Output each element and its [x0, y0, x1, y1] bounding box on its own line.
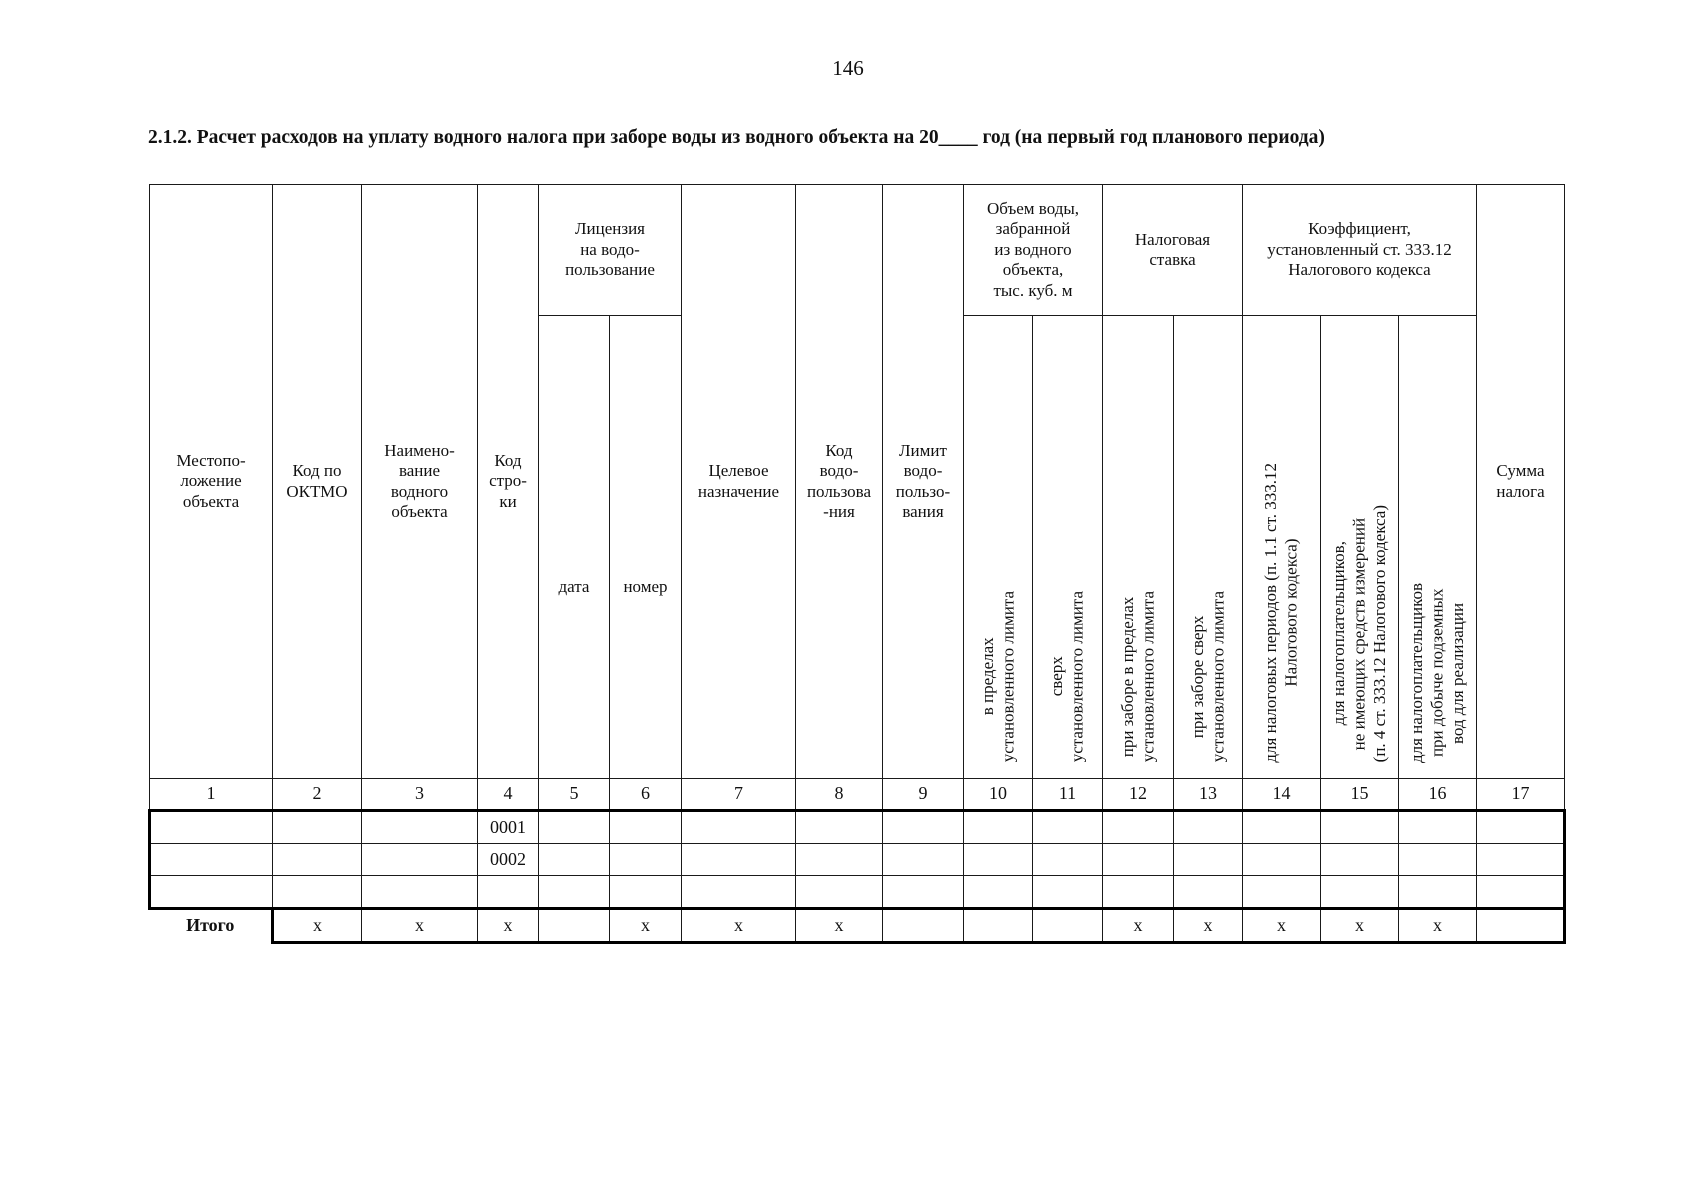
header-use-limit: Лимит водо- пользо- вания [883, 185, 964, 779]
total-cell: x [362, 909, 478, 943]
column-number: 11 [1033, 779, 1103, 811]
header-coef-tax-periods: для налоговых периодов (п. 1.1 ст. 333.12 Налогового кодекса) [1243, 316, 1321, 779]
data-cell[interactable] [883, 876, 964, 909]
header-rate-within-limit: при заборе в пределах установленного лимита [1103, 316, 1174, 779]
data-cell[interactable] [1174, 876, 1243, 909]
data-cell[interactable] [883, 811, 964, 844]
data-cell[interactable] [273, 811, 362, 844]
total-cell: x [1103, 909, 1174, 943]
header-coefficient-group: Коэффициент, установленный ст. 333.12 Налогового кодекса [1243, 185, 1477, 316]
header-rate-group: Налоговая ставка [1103, 185, 1243, 316]
column-number: 9 [883, 779, 964, 811]
total-cell[interactable] [1033, 909, 1103, 943]
data-cell[interactable] [150, 811, 273, 844]
total-cell: x [796, 909, 883, 943]
column-number: 14 [1243, 779, 1321, 811]
header-volume-over-limit: сверх установленного лимита [1033, 316, 1103, 779]
data-cell[interactable] [1243, 844, 1321, 876]
total-label: Итого [186, 915, 235, 936]
column-number: 15 [1321, 779, 1399, 811]
data-cell[interactable] [964, 811, 1033, 844]
header-row-code: Код стро- ки [478, 185, 539, 779]
data-cell[interactable] [682, 811, 796, 844]
data-cell[interactable] [1399, 876, 1477, 909]
header-license-date: дата [539, 316, 610, 779]
total-row [150, 909, 1565, 943]
header-use-code: Код водо- пользова -ния [796, 185, 883, 779]
table-row [150, 876, 1565, 909]
data-cell[interactable] [1243, 876, 1321, 909]
column-number: 5 [539, 779, 610, 811]
total-cell: x [478, 909, 539, 943]
header-coef-no-meters: для налогоплательщиков, не имеющих средств измерений (п. 4 ст. 333.12 Налогового кодекса) [1321, 316, 1399, 779]
data-cell[interactable] [1321, 876, 1399, 909]
data-cell[interactable] [964, 844, 1033, 876]
column-number: 2 [273, 779, 362, 811]
data-cell[interactable] [1477, 811, 1565, 844]
row-code-cell: 0002 [478, 844, 539, 876]
header-oktmo: Код по ОКТМО [273, 185, 362, 779]
header-purpose: Целевое назначение [682, 185, 796, 779]
row-code-cell: 0001 [478, 811, 539, 844]
tax-calculation-table [148, 184, 1566, 944]
data-cell[interactable] [1174, 844, 1243, 876]
total-cell: x [273, 909, 362, 943]
data-cell[interactable] [273, 844, 362, 876]
header-tax-amount: Сумма налога [1477, 185, 1565, 779]
data-cell[interactable] [1033, 876, 1103, 909]
data-cell[interactable] [1033, 811, 1103, 844]
total-cell[interactable] [539, 909, 610, 943]
column-number: 1 [150, 779, 273, 811]
header-volume-within-limit: в пределах установленного лимита [964, 316, 1033, 779]
document-title: 2.1.2. Расчет расходов на уплату водного налога при заборе воды из водного объекта на 20____ год (на первый год планового периода) [148, 127, 1325, 148]
column-number: 4 [478, 779, 539, 811]
column-number: 6 [610, 779, 682, 811]
data-cell[interactable] [362, 876, 478, 909]
data-cell[interactable] [1103, 811, 1174, 844]
header-water-body-name: Наимено- вание водного объекта [362, 185, 478, 779]
column-number: 17 [1477, 779, 1565, 811]
header-volume-group: Объем воды, забранной из водного объекта, тыс. куб. м [964, 185, 1103, 316]
header-rate-over-limit: при заборе сверх установленного лимита [1174, 316, 1243, 779]
data-cell[interactable] [273, 876, 362, 909]
data-cell[interactable] [682, 876, 796, 909]
data-cell[interactable] [539, 876, 610, 909]
data-cell[interactable] [150, 844, 273, 876]
data-cell[interactable] [539, 811, 610, 844]
data-cell[interactable] [1399, 844, 1477, 876]
data-cell[interactable] [682, 844, 796, 876]
data-cell[interactable] [1477, 844, 1565, 876]
data-cell[interactable] [796, 844, 883, 876]
header-license-number: номер [610, 316, 682, 779]
page-number: 146 [832, 56, 864, 80]
data-cell[interactable] [1321, 844, 1399, 876]
data-cell[interactable] [1243, 811, 1321, 844]
total-cell: x [610, 909, 682, 943]
header-license-group: Лицензия на водо- пользование [539, 185, 682, 316]
data-cell[interactable] [796, 876, 883, 909]
column-number: 12 [1103, 779, 1174, 811]
total-cell: x [682, 909, 796, 943]
data-cell[interactable] [610, 844, 682, 876]
row-code-cell [478, 876, 539, 909]
data-cell[interactable] [1174, 811, 1243, 844]
data-cell[interactable] [1477, 876, 1565, 909]
data-cell[interactable] [964, 876, 1033, 909]
data-cell[interactable] [1321, 811, 1399, 844]
total-cell[interactable] [964, 909, 1033, 943]
data-cell[interactable] [150, 876, 273, 909]
data-cell[interactable] [1103, 876, 1174, 909]
header-location: Местопо- ложение объекта [150, 185, 273, 779]
total-cell[interactable] [883, 909, 964, 943]
column-number-row [150, 779, 1565, 811]
table-row [150, 811, 1565, 844]
column-number: 8 [796, 779, 883, 811]
total-cell: x [1174, 909, 1243, 943]
column-number: 10 [964, 779, 1033, 811]
column-number: 3 [362, 779, 478, 811]
column-number: 7 [682, 779, 796, 811]
data-cell[interactable] [610, 876, 682, 909]
total-cell: x [1321, 909, 1399, 943]
header-coef-groundwater: для налогоплательщиков при добыче подземных вод для реализации [1399, 316, 1477, 779]
data-cell[interactable] [1033, 844, 1103, 876]
column-number: 13 [1174, 779, 1243, 811]
tax-calculation-table-frame [148, 184, 1566, 944]
data-cell[interactable] [362, 811, 478, 844]
total-cell: x [1243, 909, 1321, 943]
data-cell[interactable] [610, 811, 682, 844]
total-cell[interactable] [1477, 909, 1565, 943]
column-number: 16 [1399, 779, 1477, 811]
data-cell[interactable] [539, 844, 610, 876]
total-cell: x [1399, 909, 1477, 943]
data-cell[interactable] [1399, 811, 1477, 844]
data-cell[interactable] [1103, 844, 1174, 876]
data-cell[interactable] [796, 811, 883, 844]
data-cell[interactable] [362, 844, 478, 876]
data-cell[interactable] [883, 844, 964, 876]
table-row [150, 844, 1565, 876]
